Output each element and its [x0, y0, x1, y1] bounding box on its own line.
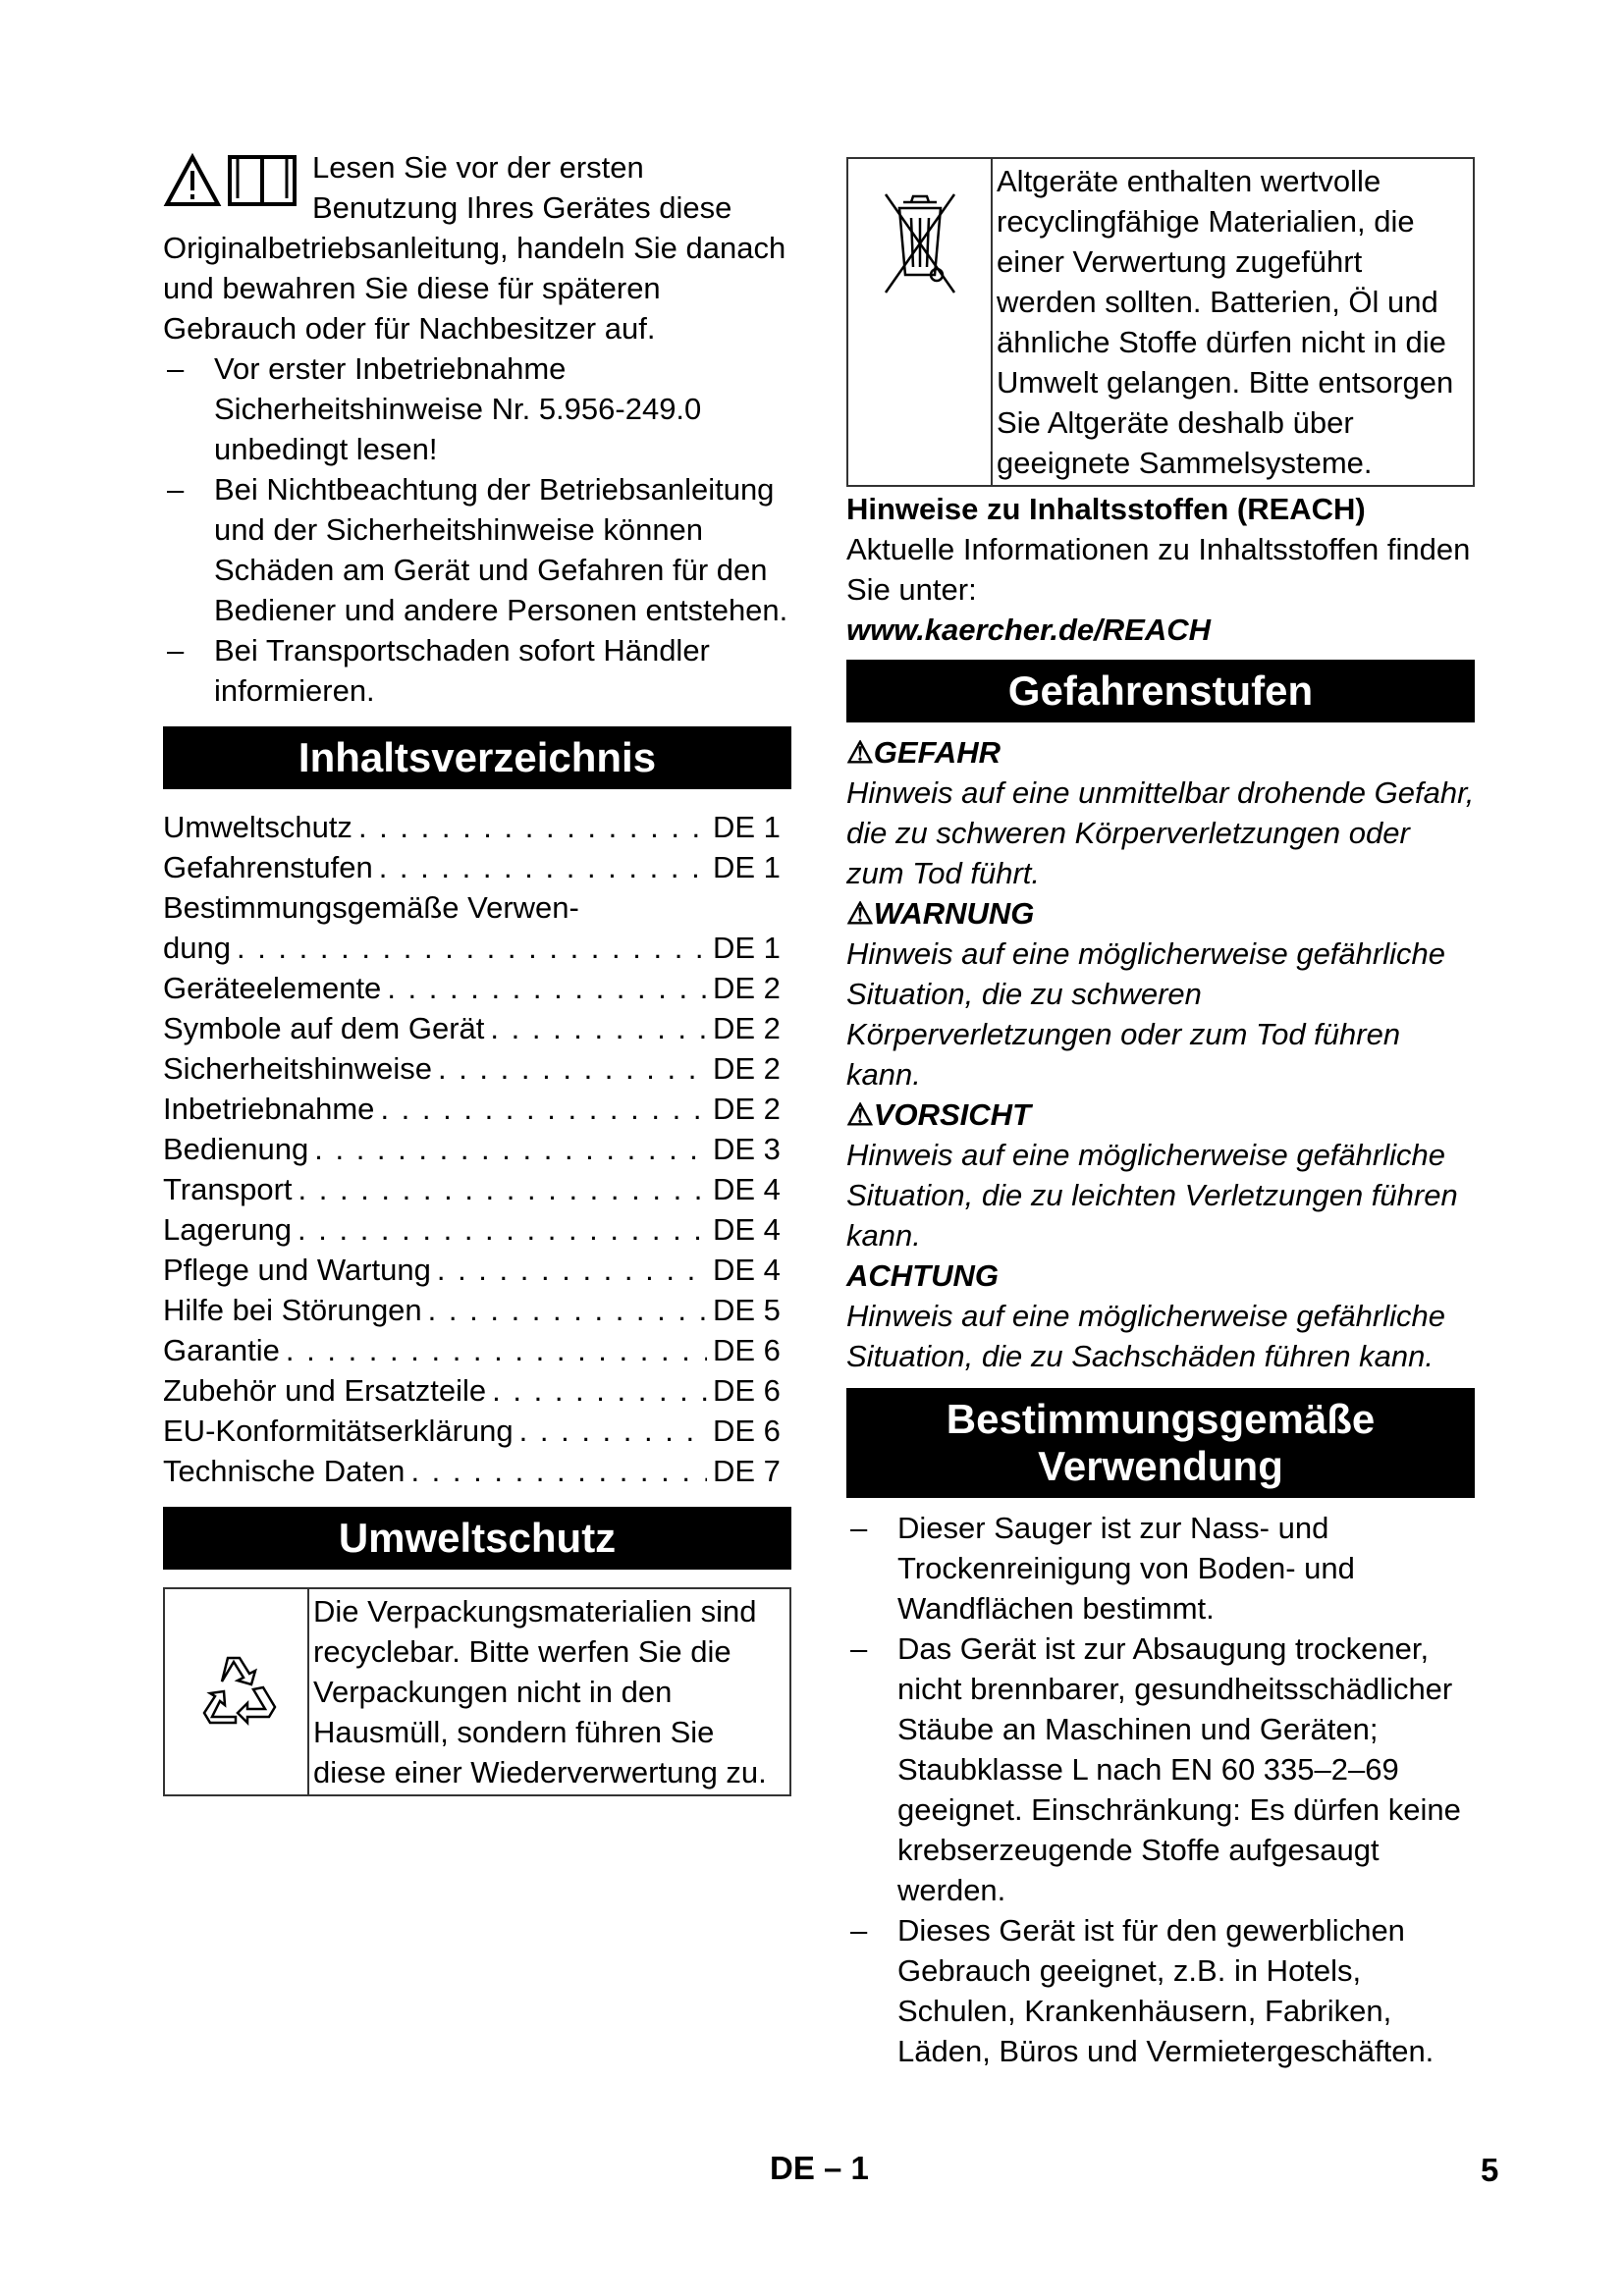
- toc-title: Bestimmungsgemäße Verwen-: [163, 890, 579, 925]
- verwendung-bullet: – Das Gerät ist zur Absaugung trockener, nicht brennbarer, gesundheitsschädlicher Stäube an Maschinen und Geräten; Staubklasse L nach EN 60 335–2–69 geeignet. Einschränkung: Es dürfen keine krebserzeugende Stoffe aufgesaugt werden.: [846, 1629, 1475, 1910]
- intro-text: Lesen Sie vor der ersten Benutzung Ihres Gerätes diese Originalbetriebsanleitung, handeln Sie danach und bewahren Sie diese für späteren Gebrauch oder für Nachbesitzer auf.: [163, 150, 786, 346]
- toc-page: DE 1: [713, 931, 781, 965]
- toc-entry[interactable]: [163, 1330, 791, 1370]
- hazard-level: [846, 1095, 1475, 1255]
- left-column: [163, 147, 791, 1796]
- toc-page: DE 6: [713, 1333, 781, 1367]
- warning-triangle-icon: ⚠: [846, 1097, 874, 1132]
- toc-title: Geräteelemente: [163, 971, 382, 1005]
- disposal-text: Altgeräte enthalten wertvolle recyclingfähige Materialien, die einer Verwertung zugeführt werden sollten. Batterien, Öl und ähnliche Stoffe dürfen nicht in die Umwelt gelangen. Bitte entsorgen Sie Altgeräte deshalb über geeignete Sammelsysteme.: [997, 164, 1454, 480]
- toc-title: Transport: [163, 1172, 293, 1206]
- toc-page: DE 7: [713, 1454, 781, 1488]
- toc-page: DE 5: [713, 1293, 781, 1327]
- toc-entry[interactable]: [163, 1209, 791, 1250]
- warning-book-icon: [163, 151, 298, 210]
- toc-page: DE 1: [713, 810, 781, 844]
- toc-entry[interactable]: [163, 1008, 791, 1048]
- hazard-level: [846, 893, 1475, 1095]
- verwendung-bullet: – Dieses Gerät ist für den gewerblichen Gebrauch geeignet, z.B. in Hotels, Schulen, Krankenhäusern, Fabriken, Läden, Büros und Vermietergeschäften.: [846, 1910, 1475, 2071]
- toc-page: DE 2: [713, 1092, 781, 1126]
- toc-page: DE 2: [713, 1011, 781, 1045]
- umwelt-heading: Umweltschutz: [163, 1507, 791, 1570]
- hazard-text: Hinweis auf eine möglicherweise gefährliche Situation, die zu leichten Verletzungen führen kann.: [846, 1138, 1458, 1253]
- warning-triangle-icon: ⚠: [846, 896, 874, 931]
- toc-title: Inbetriebnahme: [163, 1092, 375, 1126]
- toc-title: Garantie: [163, 1333, 280, 1367]
- intro-block: [163, 147, 791, 711]
- toc-title: dung: [163, 931, 231, 965]
- toc-title: Gefahrenstufen: [163, 850, 373, 884]
- toc-page: DE 2: [713, 971, 781, 1005]
- toc-title: Sicherheitshinweise: [163, 1051, 432, 1086]
- crossed-bin-icon: [848, 159, 993, 485]
- hazard-label: WARNUNG: [873, 896, 1035, 931]
- hazard-text: Hinweis auf eine unmittelbar drohende Gefahr, die zu schweren Körperverletzungen oder zum Tod führt.: [846, 775, 1475, 890]
- hazard-level: [846, 1255, 1475, 1376]
- toc-title: Technische Daten: [163, 1454, 406, 1488]
- gefahr-heading: Gefahrenstufen: [846, 660, 1475, 722]
- verwendung-list: [846, 1508, 1475, 2071]
- toc-entry[interactable]: [163, 1451, 791, 1491]
- toc-title: Pflege und Wartung: [163, 1253, 431, 1287]
- toc-page: DE 3: [713, 1132, 781, 1166]
- toc-entry[interactable]: [163, 1250, 791, 1290]
- verwendung-heading-line: Verwendung: [1038, 1443, 1283, 1489]
- toc-title: Lagerung: [163, 1212, 293, 1247]
- reach-text: Aktuelle Informationen zu Inhaltsstoffen finden Sie unter:: [846, 532, 1471, 607]
- warning-triangle-icon: ⚠: [846, 735, 874, 770]
- toc-page: DE 2: [713, 1051, 781, 1086]
- hazard-level: [846, 732, 1475, 893]
- verwendung-heading: [846, 1388, 1475, 1498]
- reach-heading: Hinweise zu Inhaltsstoffen (REACH): [846, 492, 1366, 526]
- toc-entry[interactable]: [163, 887, 791, 928]
- toc-title: Hilfe bei Störungen: [163, 1293, 422, 1327]
- toc-entry[interactable]: [163, 807, 791, 847]
- toc-page: DE 4: [713, 1212, 781, 1247]
- toc-title: Zubehör und Ersatzteile: [163, 1373, 487, 1408]
- toc-entry[interactable]: [163, 847, 791, 887]
- toc-entry[interactable]: [163, 1089, 791, 1129]
- toc-page: DE 6: [713, 1373, 781, 1408]
- toc-entry[interactable]: [163, 1169, 791, 1209]
- verwendung-bullet: – Dieser Sauger ist zur Nass- und Trockenreinigung von Boden- und Wandflächen bestimmt.: [846, 1508, 1475, 1629]
- verwendung-heading-line: Bestimmungsgemäße: [946, 1396, 1376, 1442]
- intro-bullet: – Bei Nichtbeachtung der Betriebsanleitung und der Sicherheitshinweise können Schäden am Gerät und Gefahren für den Bediener und andere Personen entstehen.: [163, 469, 791, 630]
- hazard-text: Hinweis auf eine möglicherweise gefährliche Situation, die zu schweren Körperverletzungen oder zum Tod führen kann.: [846, 936, 1445, 1092]
- toc-list: [163, 807, 791, 1491]
- recycle-text: Die Verpackungsmaterialien sind recyclebar. Bitte werfen Sie die Verpackungen nicht in den Hausmüll, sondern führen Sie diese einer Wiederverwertung zu.: [313, 1594, 767, 1789]
- toc-entry[interactable]: [163, 1411, 791, 1451]
- hazard-label: ACHTUNG: [846, 1258, 999, 1293]
- toc-entry[interactable]: [163, 1290, 791, 1330]
- toc-entry[interactable]: [163, 1370, 791, 1411]
- reach-link[interactable]: www.kaercher.de/REACH: [846, 613, 1211, 647]
- toc-title: Symbole auf dem Gerät: [163, 1011, 485, 1045]
- footer-page-number: 5: [1481, 2152, 1499, 2188]
- toc-page: DE 4: [713, 1172, 781, 1206]
- footer-section-code: DE – 1: [770, 2150, 869, 2186]
- toc-title: Bedienung: [163, 1132, 309, 1166]
- toc-entry[interactable]: [163, 1048, 791, 1089]
- toc-entry[interactable]: [163, 928, 791, 968]
- toc-entry[interactable]: [163, 968, 791, 1008]
- right-column: [846, 157, 1475, 2071]
- recycle-icon: [165, 1589, 309, 1794]
- toc-heading: Inhaltsverzeichnis: [163, 726, 791, 789]
- toc-page: DE 6: [713, 1414, 781, 1448]
- recycle-box: [163, 1587, 791, 1796]
- intro-bullet: – Bei Transportschaden sofort Händler informieren.: [163, 630, 791, 711]
- disposal-box: [846, 157, 1475, 487]
- toc-page: DE 1: [713, 850, 781, 884]
- toc-page: DE 4: [713, 1253, 781, 1287]
- toc-title: EU-Konformitätserklärung: [163, 1414, 514, 1448]
- toc-title: Umweltschutz: [163, 810, 352, 844]
- toc-entry[interactable]: [163, 1129, 791, 1169]
- hazard-label: VORSICHT: [873, 1097, 1031, 1132]
- intro-bullet: – Vor erster Inbetriebnahme Sicherheitshinweise Nr. 5.956-249.0 unbedingt lesen!: [163, 348, 791, 469]
- hazard-text: Hinweis auf eine möglicherweise gefährliche Situation, die zu Sachschäden führen kann.: [846, 1299, 1445, 1373]
- hazard-label: GEFAHR: [873, 735, 1001, 770]
